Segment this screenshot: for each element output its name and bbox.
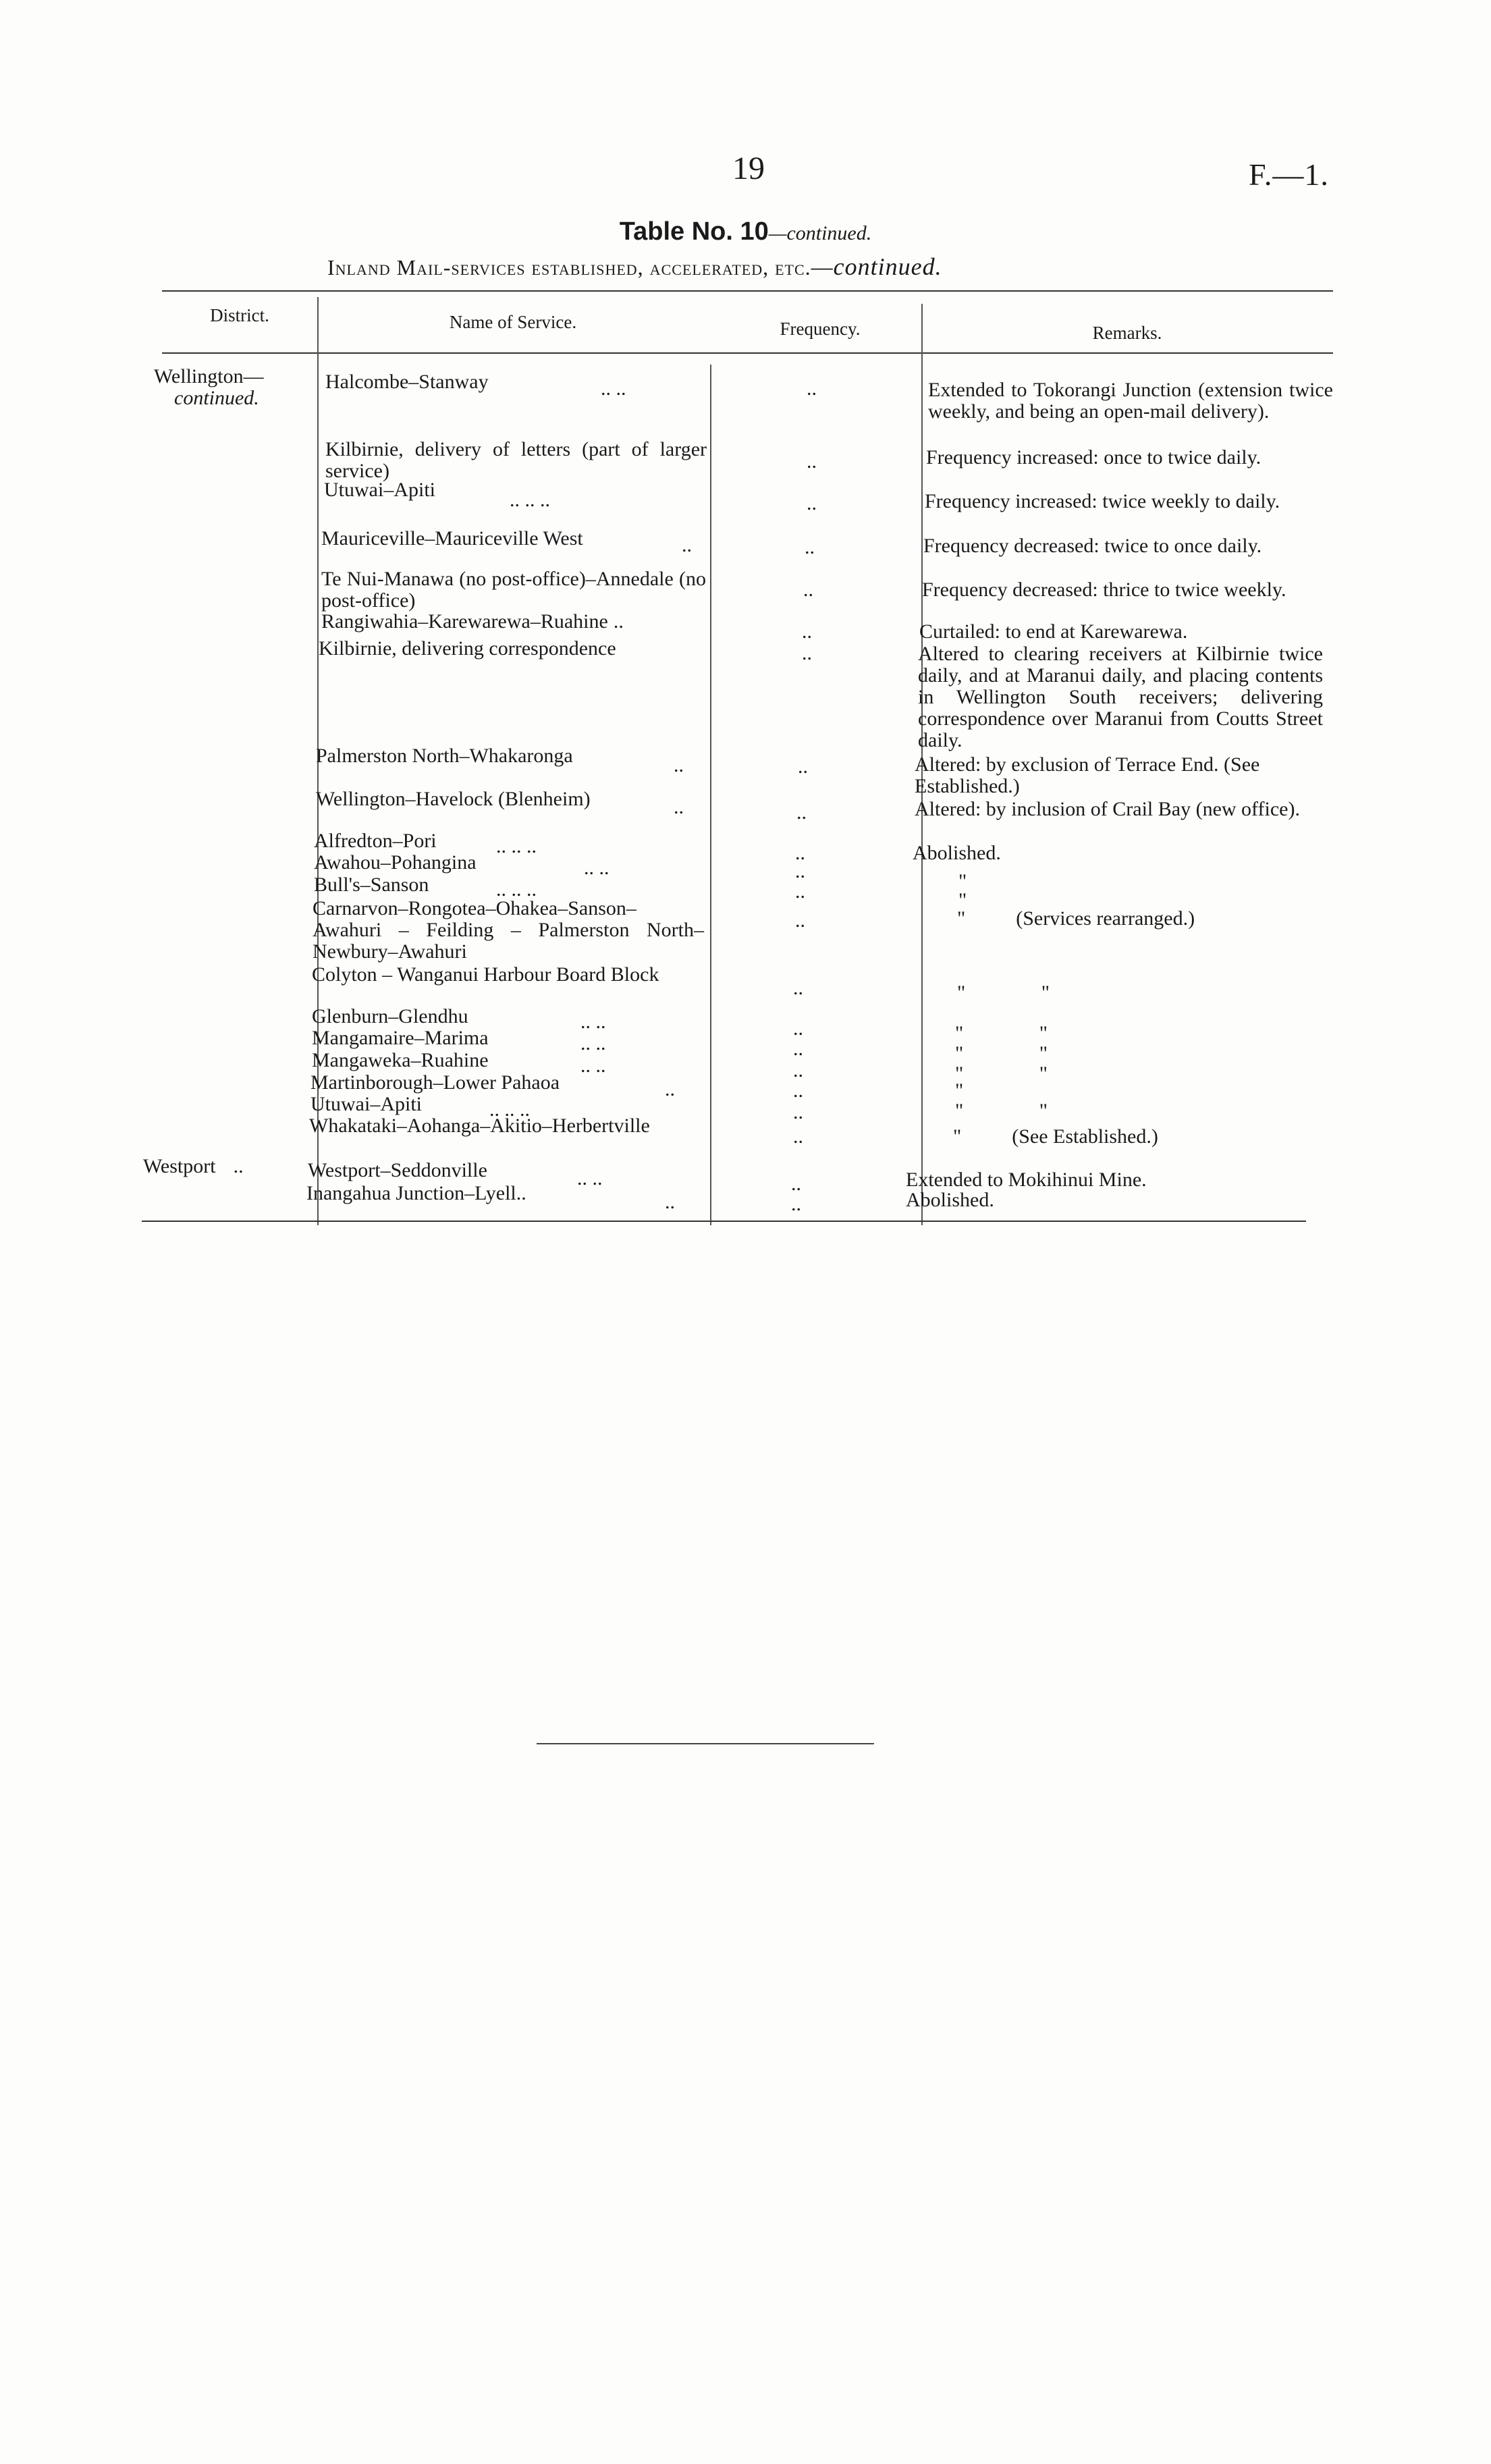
service-name: Mauriceville–Mauriceville West xyxy=(321,527,583,550)
service-name: Kilbirnie, delivering correspondence xyxy=(319,637,616,660)
leader-dots: .. xyxy=(665,1078,675,1100)
leader-dots: .. xyxy=(674,796,684,818)
leader-dots: .. .. .. xyxy=(496,835,537,857)
remarks-text: " xyxy=(958,889,967,911)
remarks-text: " xyxy=(958,870,967,892)
column-header-name: Name of Service. xyxy=(449,312,577,332)
service-name: Wellington–Havelock (Blenheim) xyxy=(316,788,591,810)
frequency-value: .. xyxy=(795,842,805,864)
frequency-value: .. xyxy=(793,1059,803,1081)
service-name: Utuwai–Apiti xyxy=(310,1093,422,1115)
service-name: Glenburn–Glendhu xyxy=(312,1005,468,1027)
service-name: Kilbirnie, delivery of letters (part of larger service) xyxy=(325,438,707,482)
remarks-text: " " xyxy=(957,982,1050,1004)
remarks-text: Curtailed: to end at Karewarewa. xyxy=(919,620,1188,643)
end-rule xyxy=(537,1743,874,1744)
remarks-text: Abolished. xyxy=(913,842,1001,864)
service-name: Mangamaire–Marima xyxy=(312,1027,489,1049)
remarks-text: Frequency increased: once to twice daily. xyxy=(926,446,1262,468)
service-name: Awahou–Pohangina xyxy=(314,851,477,874)
leader-dots: .. xyxy=(674,754,684,776)
frequency-value: .. xyxy=(793,1101,803,1123)
frequency-value: .. xyxy=(791,1193,801,1215)
table-bottom-rule xyxy=(142,1221,1306,1222)
remarks-text: Extended to Mokihinui Mine. xyxy=(906,1169,1147,1191)
page-number: 19 xyxy=(732,151,765,186)
service-name: Inangahua Junction–Lyell.. xyxy=(306,1182,526,1204)
table-title-suffix: —continued. xyxy=(768,222,872,244)
remarks-text: Frequency decreased: twice to once daily. xyxy=(923,535,1262,557)
column-header-district: District. xyxy=(210,305,269,325)
leader-dots: .. xyxy=(613,610,624,633)
frequency-value: .. xyxy=(793,1038,803,1060)
frequency-value: .. xyxy=(803,579,813,601)
document-reference: F.—1. xyxy=(1249,157,1329,192)
header-bottom-rule xyxy=(162,352,1333,354)
remarks-text: " (See Established.) xyxy=(953,1125,1158,1148)
column-divider-name xyxy=(710,365,711,1225)
remarks-text: " " xyxy=(955,1063,1048,1085)
frequency-value: .. xyxy=(796,801,807,824)
service-name: Westport–Seddonville xyxy=(308,1159,487,1181)
frequency-value: .. xyxy=(793,977,803,999)
leader-dots: .. xyxy=(665,1191,675,1213)
district-westport-dots: .. xyxy=(233,1155,244,1177)
frequency-value: .. xyxy=(791,1173,801,1195)
leader-dots: .. .. xyxy=(580,1032,606,1054)
frequency-value: .. xyxy=(793,1125,803,1148)
service-name: Halcombe–Stanway xyxy=(325,371,489,393)
leader-dots: .. .. .. xyxy=(489,1098,530,1121)
leader-dots: .. .. xyxy=(580,1054,606,1077)
district-wellington: Wellington— xyxy=(154,365,264,387)
column-header-remarks: Remarks. xyxy=(1092,323,1162,343)
service-name: Palmerston North–Whakaronga xyxy=(316,745,573,767)
leader-dots: .. .. xyxy=(577,1167,603,1189)
service-name: Utuwai–Apiti xyxy=(324,479,435,501)
remarks-text: Abolished. xyxy=(906,1189,994,1211)
leader-dots: .. .. xyxy=(584,857,609,879)
frequency-value: .. xyxy=(805,536,815,558)
frequency-value: .. xyxy=(802,620,812,643)
district-wellington-continued: continued. xyxy=(174,387,259,409)
leader-dots: .. .. .. xyxy=(510,489,550,511)
frequency-value: .. xyxy=(798,755,808,778)
service-name: Rangiwahia–Karewarewa–Ruahine .. xyxy=(321,610,624,633)
remarks-text: Frequency increased: twice weekly to daily. xyxy=(925,490,1280,512)
table-title: Table No. 10—continued. xyxy=(619,217,872,246)
leader-dots: .. .. xyxy=(601,377,626,400)
frequency-value: .. xyxy=(802,642,812,664)
column-header-frequency: Frequency. xyxy=(780,319,861,339)
table-subtitle-suffix: —continued. xyxy=(811,253,942,280)
leader-dots: .. xyxy=(682,534,692,556)
frequency-value: .. xyxy=(795,909,805,932)
remarks-text: " " xyxy=(955,1042,1048,1065)
service-name: Martinborough–Lower Pahaoa xyxy=(310,1071,560,1094)
frequency-value: .. xyxy=(793,1017,803,1040)
remarks-text: Altered: by inclusion of Crail Bay (new office). xyxy=(915,798,1300,820)
leader-dots: .. .. .. xyxy=(496,878,537,901)
leader-dots: .. .. xyxy=(580,1011,606,1033)
service-name: Bull's–Sanson xyxy=(314,874,429,896)
frequency-value: .. xyxy=(795,880,805,903)
service-name: Carnarvon–Rongotea–Ohakea–Sanson–Awahuri – Feilding – Palmerston North–Newbury–Awahuri xyxy=(313,897,704,963)
frequency-value: .. xyxy=(807,450,817,473)
remarks-text: " " xyxy=(955,1022,1048,1044)
table-top-rule xyxy=(162,290,1333,292)
remarks-text: " (Services rearranged.) xyxy=(957,907,1195,930)
frequency-value: .. xyxy=(793,1079,803,1102)
remarks-text: Altered: by exclusion of Terrace End. (See Established.) xyxy=(915,753,1260,797)
remarks-text: Altered to clearing receivers at Kilbirnie twice daily, and at Maranui daily, and placing contents in Wellington South receivers; delivering correspondence over Maranui from Coutts Street daily. xyxy=(918,643,1323,751)
service-name: Whakataki–Aohanga–Akitio–Herbertville xyxy=(309,1115,650,1137)
service-name: Te Nui-Manawa (no post-office)–Annedale (no post-office) xyxy=(321,568,706,612)
frequency-value: .. xyxy=(807,492,817,514)
service-name: Mangaweka–Ruahine xyxy=(312,1049,489,1071)
district-westport: Westport .. xyxy=(143,1155,244,1177)
service-name: Colyton – Wanganui Harbour Board Block xyxy=(312,963,659,986)
remarks-text: " " xyxy=(955,1100,1048,1122)
frequency-value: .. xyxy=(807,377,817,400)
remarks-text: Extended to Tokorangi Junction (extension twice weekly, and being an open-mail delivery). xyxy=(928,379,1333,423)
remarks-text: Frequency decreased: thrice to twice weekly. xyxy=(922,579,1286,601)
service-name: Alfredton–Pori xyxy=(314,830,437,852)
frequency-value: .. xyxy=(795,860,805,882)
table-subtitle: Inland Mail-services established, accelerated, etc.—continued. xyxy=(327,253,942,280)
remarks-text: " xyxy=(955,1079,964,1102)
